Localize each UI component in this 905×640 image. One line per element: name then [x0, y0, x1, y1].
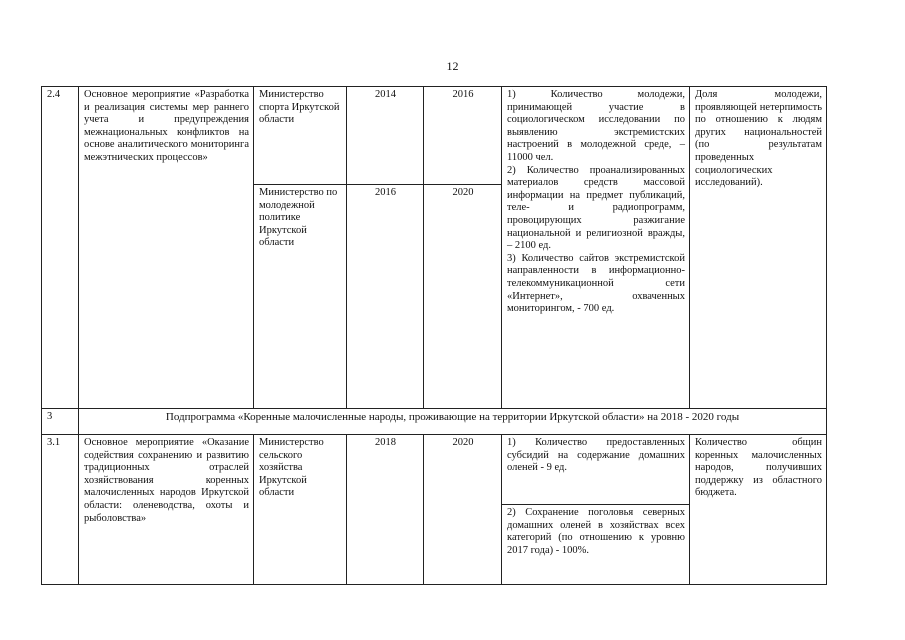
result-cell: Количество общин коренных малочисленных народов, получивших поддержку из областного бюджета. [690, 435, 827, 585]
executor-cell: Министерство спорта Иркутской области [254, 87, 347, 185]
indicator-item: 2) Количество проанализированных материалов средств массовой информации на предмет публикаций, теле- и радиопрограмм, провоцирующих разжигание национальной и религиозной вражды, – 2100 ед. [507, 164, 685, 252]
table-row [42, 435, 827, 505]
indicator-item: 2) Сохранение поголовья северных домашних оленей в хозяйствах всех категорий (по отношению к уровню 2017 года) - 100%. [502, 505, 690, 585]
start-year-cell: 2016 [347, 185, 424, 409]
indicator-item: 1) Количество предоставленных субсидий на содержание домашних оленей - 9 ед. [502, 435, 690, 505]
start-year-cell: 2014 [347, 87, 424, 185]
executor-cell: Министерство сельского хозяйства Иркутской области [254, 435, 347, 585]
row-number: 3 [42, 409, 79, 435]
end-year-cell: 2020 [424, 185, 502, 409]
end-year-cell: 2020 [424, 435, 502, 585]
end-year-cell: 2016 [424, 87, 502, 185]
table-row [42, 87, 827, 185]
subprogram-title: Подпрограмма «Коренные малочисленные народы, проживающие на территории Иркутской области» на 2018 - 2020 годы [79, 409, 827, 435]
indicators-cell [502, 87, 690, 409]
program-table [41, 86, 827, 585]
page-number: 12 [446, 59, 459, 73]
activity-cell: Основное мероприятие «Разработка и реализация системы мер раннего учета и предупреждения межнациональных конфликтов на основе аналитического мониторинга межэтнических процессов» [79, 87, 254, 409]
result-cell: Доля молодежи, проявляющей нетерпимость по отношению к людям других национальностей (по результатам проведенных социологических исследований). [690, 87, 827, 409]
indicator-item: 3) Количество сайтов экстремистской направленности в информационно-телекоммуникационной сети «Интернет», охваченных мониторингом, - 700 ед. [507, 252, 685, 315]
row-number: 3.1 [42, 435, 79, 585]
activity-cell: Основное мероприятие «Оказание содействия сохранению и развитию традиционных отраслей хозяйствования коренных малочисленных народов Иркутской области: оленеводства, охоты и рыболовства» [79, 435, 254, 585]
table-row [42, 409, 827, 435]
start-year-cell: 2018 [347, 435, 424, 585]
executor-cell: Министерство по молодежной политике Иркутской области [254, 185, 347, 409]
indicator-item: 1) Количество молодежи, принимающей участие в социологическом исследовании по выявлению экстремистских настроений в молодежной среде, – 11000 чел. [507, 89, 685, 163]
row-number: 2.4 [42, 87, 79, 409]
